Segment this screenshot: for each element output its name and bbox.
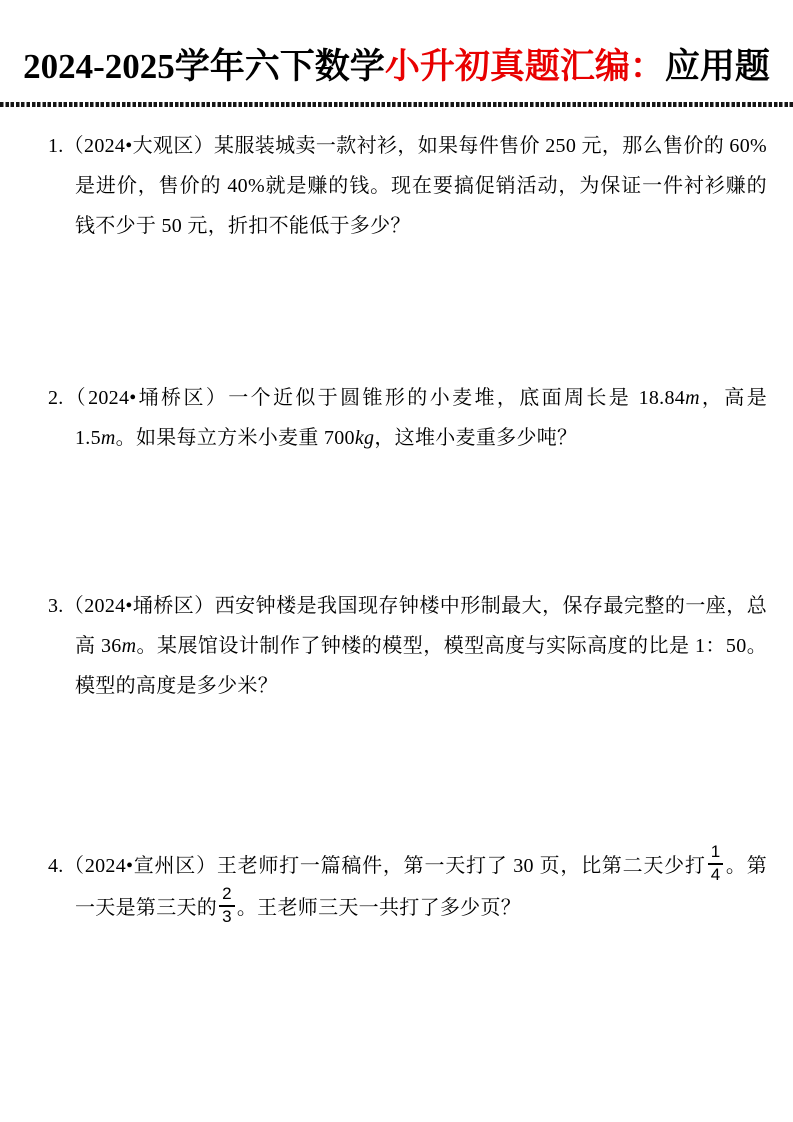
problem-text-run: 2.（2024•埇桥区）一个近似于圆锥形的小麦堆，底面周长是 18.84: [48, 386, 686, 409]
unit-symbol: m: [100, 426, 116, 449]
problem-text-run: 。王老师三天一共打了多少页？: [236, 896, 522, 919]
fraction: [708, 843, 724, 884]
fraction-numerator: 2: [219, 885, 235, 907]
problem-text-run: 。如果每立方米小麦重 700: [115, 426, 355, 449]
unit-symbol: kg: [354, 426, 375, 449]
fraction-denominator: 3: [222, 907, 232, 926]
problem-4: [48, 842, 767, 930]
page-title: [0, 0, 793, 90]
unit-symbol: m: [121, 634, 137, 657]
problem-text-run: 。某展馆设计制作了钟楼的模型，模型高度与实际高度的比是 1：50。模型的高度是多少米？: [75, 634, 767, 697]
unit-symbol: m: [685, 386, 700, 409]
problems-list: [0, 107, 793, 930]
problem-3: [48, 586, 767, 706]
problem-2: [48, 378, 767, 458]
fraction: [219, 885, 235, 926]
problem-text-run: ，这堆小麦重多少吨？: [374, 426, 578, 449]
problem-1: [48, 126, 767, 246]
fraction-denominator: 4: [710, 864, 721, 884]
problem-text-run: ，高是 1.5: [75, 386, 767, 449]
page-title-black-left: 2024-2025学年六下数学: [23, 47, 385, 86]
problem-text-run: 4.（2024•宣州区）王老师打一篇稿件，第一天打了 30 页，比第二天少打: [48, 854, 706, 877]
page-title-accent: 小升初真题汇编：: [384, 47, 665, 86]
fraction-numerator: 1: [708, 843, 724, 865]
problem-text-run: 1.（2024•大观区）某服装城卖一款衬衫，如果每件售价 250 元，那么售价的 60%是进价，售价的 40%就是赚的钱。现在要搞促销活动，为保证一件衬衫赚的钱不少于 50 元，折扣不能低于多少？: [48, 134, 767, 237]
problem-text-run: 3.（2024•埇桥区）西安钟楼是我国现存钟楼中形制最大，保存最完整的一座，总高 36: [48, 594, 767, 657]
problem-text-run: 。第一天是第三天的: [75, 854, 767, 919]
page-title-black-right: 应用题: [664, 47, 770, 86]
